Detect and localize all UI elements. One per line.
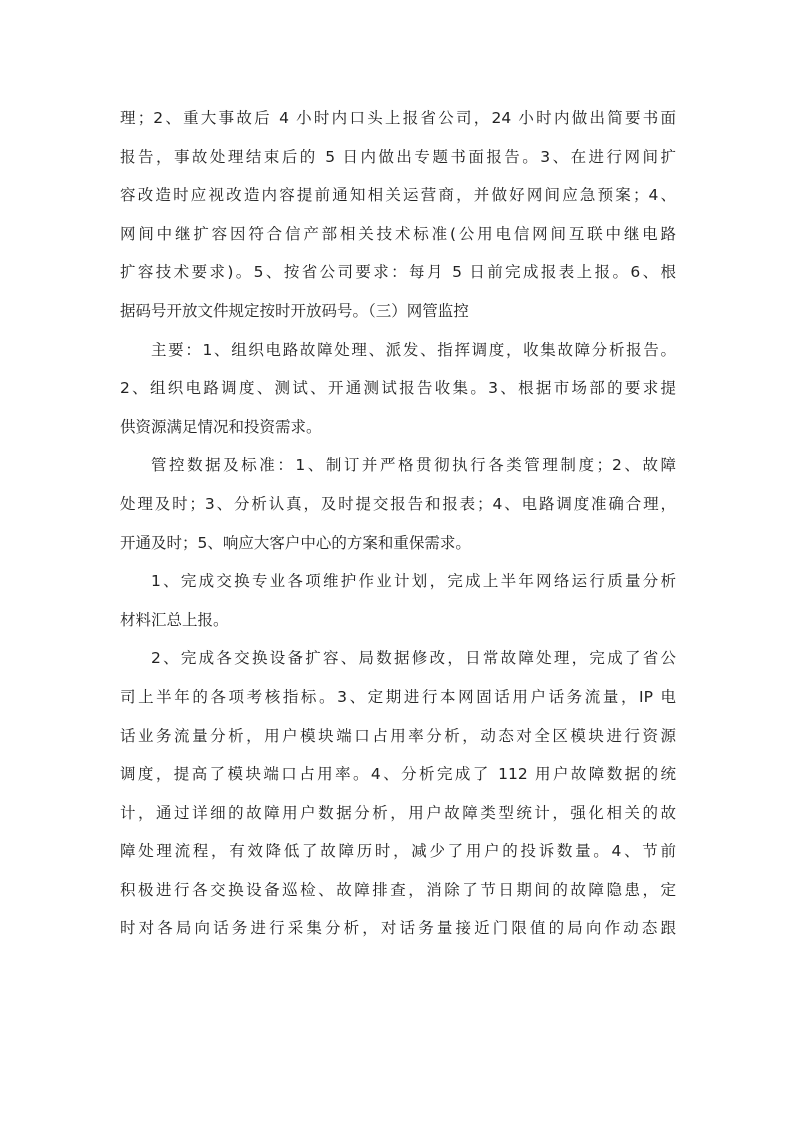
text-line: 供资源满足情况和投资需求。	[120, 417, 322, 436]
text-line: 时对各局向话务进行采集分析，对话务量接近门限值的局向作动态跟	[120, 919, 676, 938]
text-line: 2、组织电路调度、测试、开通测试报告收集。3、根据市场部的要求提	[120, 379, 676, 398]
text-line: 开通及时；5、响应大客户中心的方案和重保需求。	[120, 533, 471, 552]
paragraph-first-line: 1、完成交换专业各项维护作业计划，完成上半年网络运行质量分析	[151, 572, 676, 591]
text-line: 网间中继扩容因符合信产部相关技术标准(公用电信网间互联中继电路	[120, 224, 676, 243]
text-line: 理；2、重大事故后 4 小时内口头上报省公司，24 小时内做出简要书面	[120, 109, 676, 127]
paragraph-first-line: 主要：1、组织电路故障处理、派发、指挥调度，收集故障分析报告。	[151, 340, 676, 359]
text-line: 扩容技术要求)。5、按省公司要求：每月 5 日前完成报表上报。6、根	[120, 263, 676, 282]
text-line: 障处理流程，有效降低了故障历时，减少了用户的投诉数量。4、节前	[120, 842, 676, 861]
text-line: 据码号开放文件规定按时开放码号。（三）网管监控	[120, 301, 469, 320]
text-line: 司上半年的各项考核指标。3、定期进行本网固话用户话务流量，IP 电	[120, 687, 676, 706]
paragraph-first-line: 2、完成各交换设备扩容、局数据修改，日常故障处理，完成了省公	[151, 649, 676, 668]
text-line: 积极进行各交换设备巡检、故障排查，消除了节日期间的故障隐患，定	[120, 880, 676, 899]
paragraph-first-line: 管控数据及标准：1、制订并严格贯彻执行各类管理制度；2、故障	[151, 456, 676, 475]
text-line: 报告，事故处理结束后的 5 日内做出专题书面报告。3、在进行网间扩	[120, 147, 676, 166]
text-line: 调度，提高了模块端口占用率。4、分析完成了 112 用户故障数据的统	[120, 765, 676, 784]
text-line: 话业务流量分析，用户模块端口占用率分析，动态对全区模块进行资源	[120, 726, 676, 745]
body-text	[120, 99, 676, 948]
text-line: 处理及时；3、分析认真，及时提交报告和报表；4、电路调度准确合理，	[120, 494, 676, 513]
text-line: 容改造时应视改造内容提前通知相关运营商，并做好网间应急预案；4、	[120, 186, 676, 205]
text-line: 材料汇总上报。	[120, 610, 229, 629]
text-line: 计，通过详细的故障用户数据分析，用户故障类型统计，强化相关的故	[120, 803, 676, 822]
